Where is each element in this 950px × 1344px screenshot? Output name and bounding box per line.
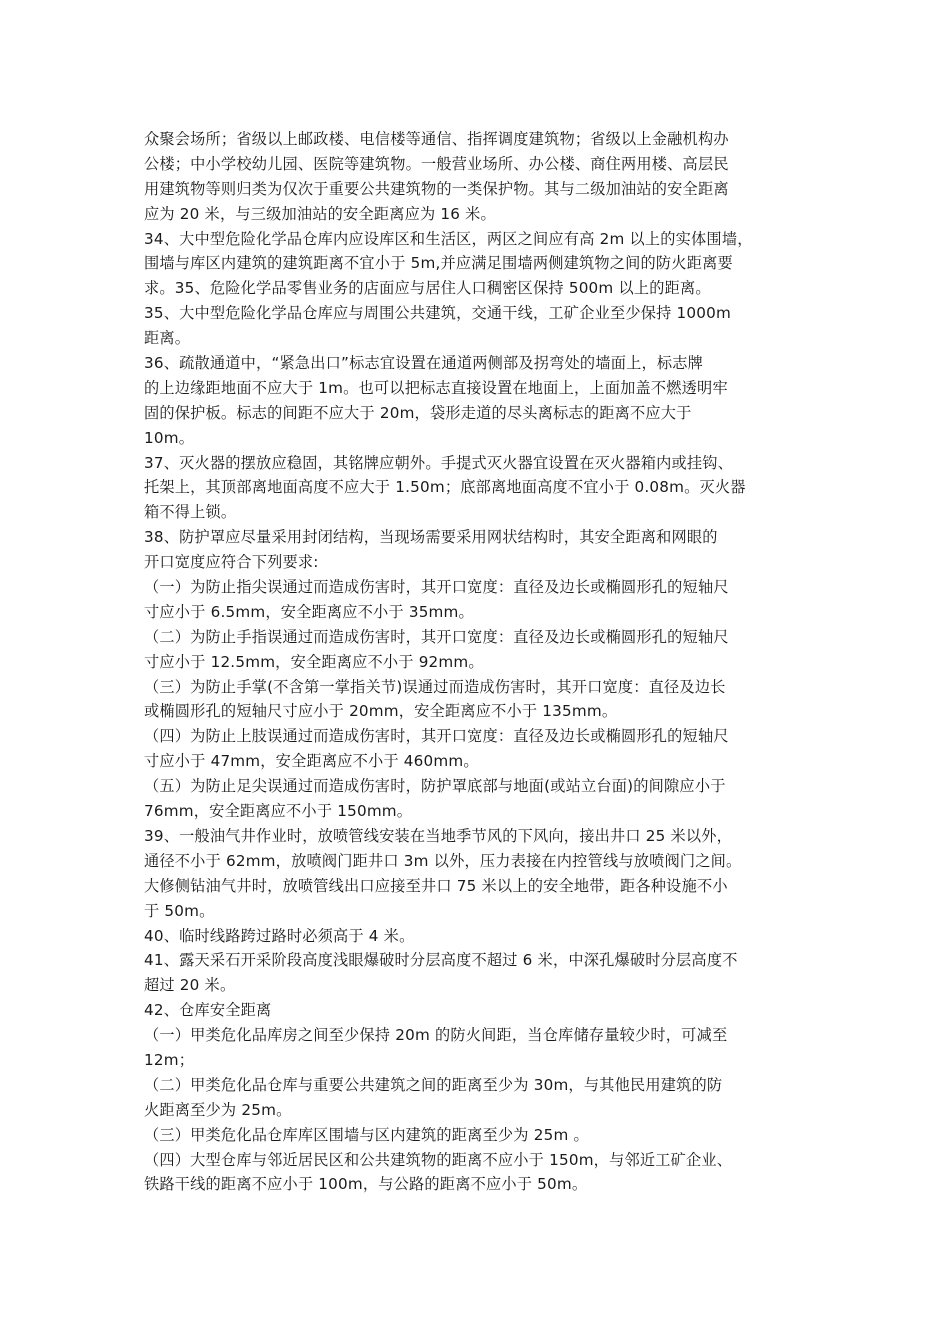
text-line: （三）为防止手掌(不含第一掌指关节)误通过而造成伤害时，其开口宽度：直径及边长 bbox=[144, 677, 726, 696]
text-line: 围墙与库区内建筑的建筑距离不宜小于 5m,并应满足围墙两侧建筑物之间的防火距离要 bbox=[144, 254, 733, 273]
text-line: （二）甲类危化品仓库与重要公共建筑之间的距离至少为 30m，与其他民用建筑的防 bbox=[144, 1075, 723, 1094]
text-line: 34、大中型危险化学品仓库内应设库区和生活区，两区之间应有高 2m 以上的实体围墙， bbox=[144, 229, 753, 248]
text-line: 用建筑物等则归类为仅次于重要公共建筑物的一类保护物。其与二级加油站的安全距离 bbox=[144, 179, 729, 198]
text-line: 42、仓库安全距离 bbox=[144, 1001, 272, 1020]
text-line: （一）甲类危化品库房之间至少保持 20m 的防火间距，当仓库储存量较少时，可减至 bbox=[144, 1026, 728, 1045]
text-line: （一）为防止指尖误通过而造成伤害时，其开口宽度：直径及边长或椭圆形孔的短轴尺 bbox=[144, 578, 729, 597]
text-line: 箱不得上锁。 bbox=[144, 503, 237, 522]
text-line: 寸应小于 47mm，安全距离应不小于 460mm。 bbox=[144, 752, 479, 771]
text-line: 寸应小于 6.5mm，安全距离应不小于 35mm。 bbox=[144, 602, 474, 621]
text-line: 12m； bbox=[144, 1050, 195, 1069]
text-line: 38、防护罩应尽量采用封闭结构，当现场需要采用网状结构时，其安全距离和网眼的 bbox=[144, 528, 718, 547]
text-line: 固的保护板。标志的间距不应大于 20m，袋形走道的尽头离标志的距离不应大于 bbox=[144, 403, 692, 422]
text-line: 76mm，安全距离应不小于 150mm。 bbox=[144, 802, 413, 821]
text-line: 大修侧钻油气井时，放喷管线出口应接至井口 75 米以上的安全地带，距各种设施不小 bbox=[144, 876, 728, 895]
text-line: 39、一般油气井作业时，放喷管线安装在当地季节风的下风向，接出井口 25 米以外， bbox=[144, 826, 733, 845]
text-line: 火距离至少为 25m。 bbox=[144, 1100, 292, 1119]
text-line: 通径不小于 62mm，放喷阀门距井口 3m 以外，压力表接在内控管线与放喷阀门之间。 bbox=[144, 851, 742, 870]
text-line: 37、灭火器的摆放应稳固，其铭牌应朝外。手提式灭火器宜设置在灭火器箱内或挂钩、 bbox=[144, 453, 734, 472]
text-line: （四）大型仓库与邻近居民区和公共建筑物的距离不应小于 150m，与邻近工矿企业、 bbox=[144, 1150, 733, 1169]
text-line: 的上边缘距地面不应大于 1m。也可以把标志直接设置在地面上，上面加盖不燃透明牢 bbox=[144, 378, 728, 397]
document-body-text bbox=[144, 127, 809, 1197]
text-line: 41、露天采石开采阶段高度浅眼爆破时分层高度不超过 6 米，中深孔爆破时分层高度不 bbox=[144, 951, 738, 970]
text-line: 或椭圆形孔的短轴尺寸应小于 20mm，安全距离应不小于 135mm。 bbox=[144, 702, 618, 721]
text-line: 寸应小于 12.5mm，安全距离应不小于 92mm。 bbox=[144, 652, 484, 671]
text-line: 公楼；中小学校幼儿园、医院等建筑物。一般营业场所、办公楼、商住两用楼、高层民 bbox=[144, 154, 729, 173]
text-line: 36、疏散通道中，“紧急出口”标志宜设置在通道两侧部及拐弯处的墙面上，标志牌 bbox=[144, 354, 704, 373]
text-line: 应为 20 米，与三级加油站的安全距离应为 16 米。 bbox=[144, 204, 496, 223]
text-line: （四）为防止上肢误通过而造成伤害时，其开口宽度：直径及边长或椭圆形孔的短轴尺 bbox=[144, 727, 729, 746]
text-line: 开口宽度应符合下列要求: bbox=[144, 553, 319, 572]
text-line: 35、大中型危险化学品仓库应与周围公共建筑，交通干线，工矿企业至少保持 1000m bbox=[144, 304, 731, 323]
text-line: （三）甲类危化品仓库库区围墙与区内建筑的距离至少为 25m 。 bbox=[144, 1125, 589, 1144]
text-line: 距离。 bbox=[144, 329, 191, 348]
text-line: 40、临时线路跨过路时必须高于 4 米。 bbox=[144, 926, 415, 945]
text-line: （五）为防止足尖误通过而造成伤害时，防护罩底部与地面(或站立台面)的间隙应小于 bbox=[144, 777, 726, 796]
text-line: 超过 20 米。 bbox=[144, 976, 236, 995]
text-line: 托架上，其顶部离地面高度不应大于 1.50m；底部离地面高度不宜小于 0.08m。灭火器 bbox=[144, 478, 746, 497]
text-line: 铁路干线的距离不应小于 100m，与公路的距离不应小于 50m。 bbox=[144, 1175, 588, 1194]
text-line: 于 50m。 bbox=[144, 901, 215, 920]
text-line: 众聚会场所；省级以上邮政楼、电信楼等通信、指挥调度建筑物；省级以上金融机构办 bbox=[144, 130, 729, 148]
text-line: （二）为防止手指误通过而造成伤害时，其开口宽度：直径及边长或椭圆形孔的短轴尺 bbox=[144, 627, 729, 646]
text-line: 求。35、危险化学品零售业务的店面应与居住人口稠密区保持 500m 以上的距离。 bbox=[144, 279, 711, 298]
text-line: 10m。 bbox=[144, 428, 195, 447]
